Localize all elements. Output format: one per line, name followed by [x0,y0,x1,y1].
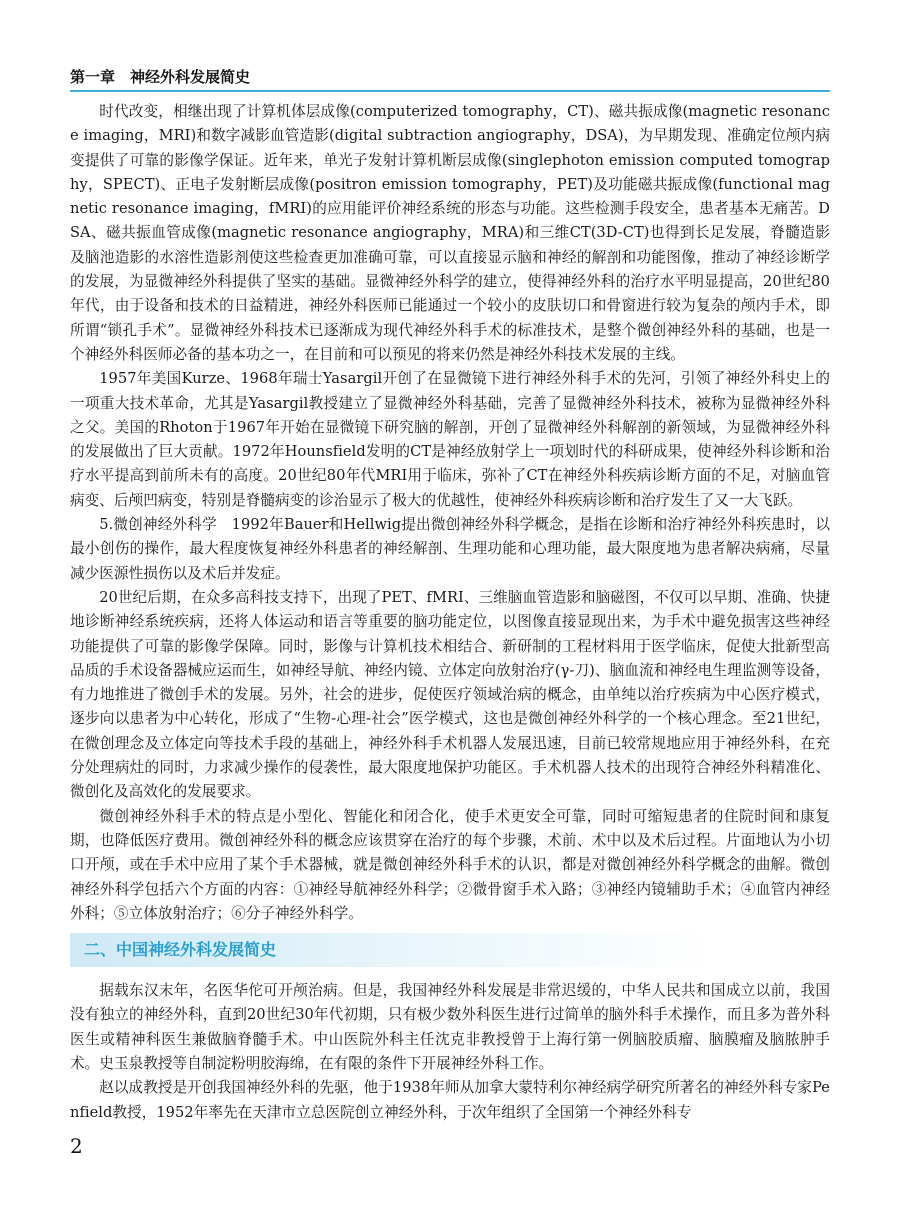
paragraph: 时代改变，相继出现了计算机体层成像(computerized tomography，CT)、磁共振成像(magnetic resonance imaging，MRI)和数字减影血管造影(digital subtraction angiography，DSA)，为早期发现、准确定位颅内病变提供了可靠的影像学保证。近年来，单光子发射计算机断层成像(singlephoton emission computed tomography，SPECT)、正电子发射断层成像(positron emission tomography，PET)及功能磁共振成像(functional magnetic resonance imaging，fMRI)的应用能评价神经系统的形态与功能。这些检测手段安全，患者基本无痛苦。DSA、磁共振血管成像(magnetic resonance angiography，MRA)和三维CT(3D-CT)也得到长足发展，脊髓造影及脑池造影的水溶性造影剂使这些检查更加准确可靠，可以直接显示脑和神经的解剖和功能图像，推动了神经诊断学的发展，为显微神经外科提供了坚实的基础。显微神经外科学的建立，使得神经外科的治疗水平明显提高，20世纪80年代，由于设备和技术的日益精进，神经外科医师已能通过一个较小的皮肤切口和骨窗进行较为复杂的颅内手术，即所谓“锁孔手术”。显微神经外科技术已逐渐成为现代神经外科手术的标准技术，是整个微创神经外科的基础，也是一个神经外科医师必备的基本功之一，在目前和可以预见的将来仍然是神经外科技术发展的主线。 [70,103,830,363]
page-body [70,100,830,1125]
paragraph: 赵以成教授是开创我国神经外科的先驱，他于1938年师从加拿大蒙特利尔神经病学研究所著名的神经外科专家Penfield教授，1952年率先在天津市立总医院创立神经外科，于次年组织了全国第一个神经外科专 [70,1079,830,1121]
paragraph: 微创神经外科手术的特点是小型化、智能化和闭合化，使手术更安全可靠，同时可缩短患者的住院时间和康复期，也降低医疗费用。微创神经外科的概念应该贯穿在治疗的每个步骤，术前、术中以及术后过程。片面地认为小切口开颅，或在手术中应用了某个手术器械，就是微创神经外科手术的认识，都是对微创神经外科学概念的曲解。微创神经外科学包括六个方面的内容：①神经导航神经外科学；②微骨窗手术入路；③神经内镜辅助手术；④血管内神经外科；⑤立体放射治疗；⑥分子神经外科学。 [70,807,830,922]
paragraph: 1957年美国Kurze、1968年瑞士Yasargil开创了在显微镜下进行神经外科手术的先河，引领了神经外科史上的一项重大技术革命，尤其是Yasargil教授建立了显微神经外科基础，完善了显微神经外科技术，被称为显微神经外科之父。美国的Rhoton于1967年开始在显微镜下研究脑的解剖，开创了显微神经外科解剖的新领域，为显微神经外科的发展做出了巨大贡献。1972年Hounsfield发明的CT是神经放射学上一项划时代的科研成果，使神经外科诊断和治疗水平提高到前所未有的高度。20世纪80年代MRI用于临床，弥补了CT在神经外科疾病诊断方面的不足，对脑血管病变、后颅凹病变，特别是脊髓病变的诊治显示了极大的优越性，使神经外科疾病诊断和治疗发生了又一大飞跃。 [70,370,830,509]
paragraph: 20世纪后期，在众多高科技支持下，出现了PET、fMRI、三维脑血管造影和脑磁图，不仅可以早期、准确、快捷地诊断神经系统疾病，还将人体运动和语言等重要的脑功能定位，以图像直接显现出来，为手术中避免损害这些神经功能提供了可靠的影像学保障。同时，影像与计算机技术相结合、新研制的工程材料用于医学临床，促使大批新型高品质的手术设备器械应运而生，如神经导航、神经内镜、立体定向放射治疗(γ-刀)、脑血流和神经电生理监测等设备，有力地推进了微创手术的发展。另外，社会的进步，促使医疗领域治病的概念，由单纯以治疗疾病为中心医疗模式，逐步向以患者为中心转化，形成了“生物-心理-社会”医学模式，这也是微创神经外科学的一个核心理念。至21世纪，在微创理念及立体定向等技术手段的基础上，神经外科手术机器人发展迅速，目前已较常规地应用于神经外科，在充分处理病灶的同时，力求减少操作的侵袭性，最大限度地保护功能区。手术机器人技术的出现符合神经外科精准化、微创化及高效化的发展要求。 [70,588,830,801]
running-header [70,66,830,92]
page-number: 2 [70,1134,83,1158]
section-heading: 二、中国神经外科发展简史 [70,933,830,967]
paragraph: 5.微创神经外科学 1992年Bauer和Hellwig提出微创神经外科学概念，是指在诊断和治疗神经外科疾患时，以最小创伤的操作，最大程度恢复神经外科患者的神经解剖、生理功能和心理功能，最大限度地为患者解决病痛，尽量减少医源性损伤以及术后并发症。 [70,516,830,582]
paragraph: 据载东汉末年，名医华佗可开颅治病。但是，我国神经外科发展是非常迟缓的，中华人民共和国成立以前，我国没有独立的神经外科，直到20世纪30年代初期，只有极少数外科医生进行过简单的脑外科手术操作，而且多为普外科医生或精神科医生兼做脑脊髓手术。中山医院外科主任沈克非教授曾于上海行第一例脑胶质瘤、脑膜瘤及脑脓肿手术。史玉泉教授等自制淀粉明胶海绵，在有限的条件下开展神经外科工作。 [70,982,830,1072]
chapter-title: 第一章 神经外科发展简史 [70,68,251,86]
